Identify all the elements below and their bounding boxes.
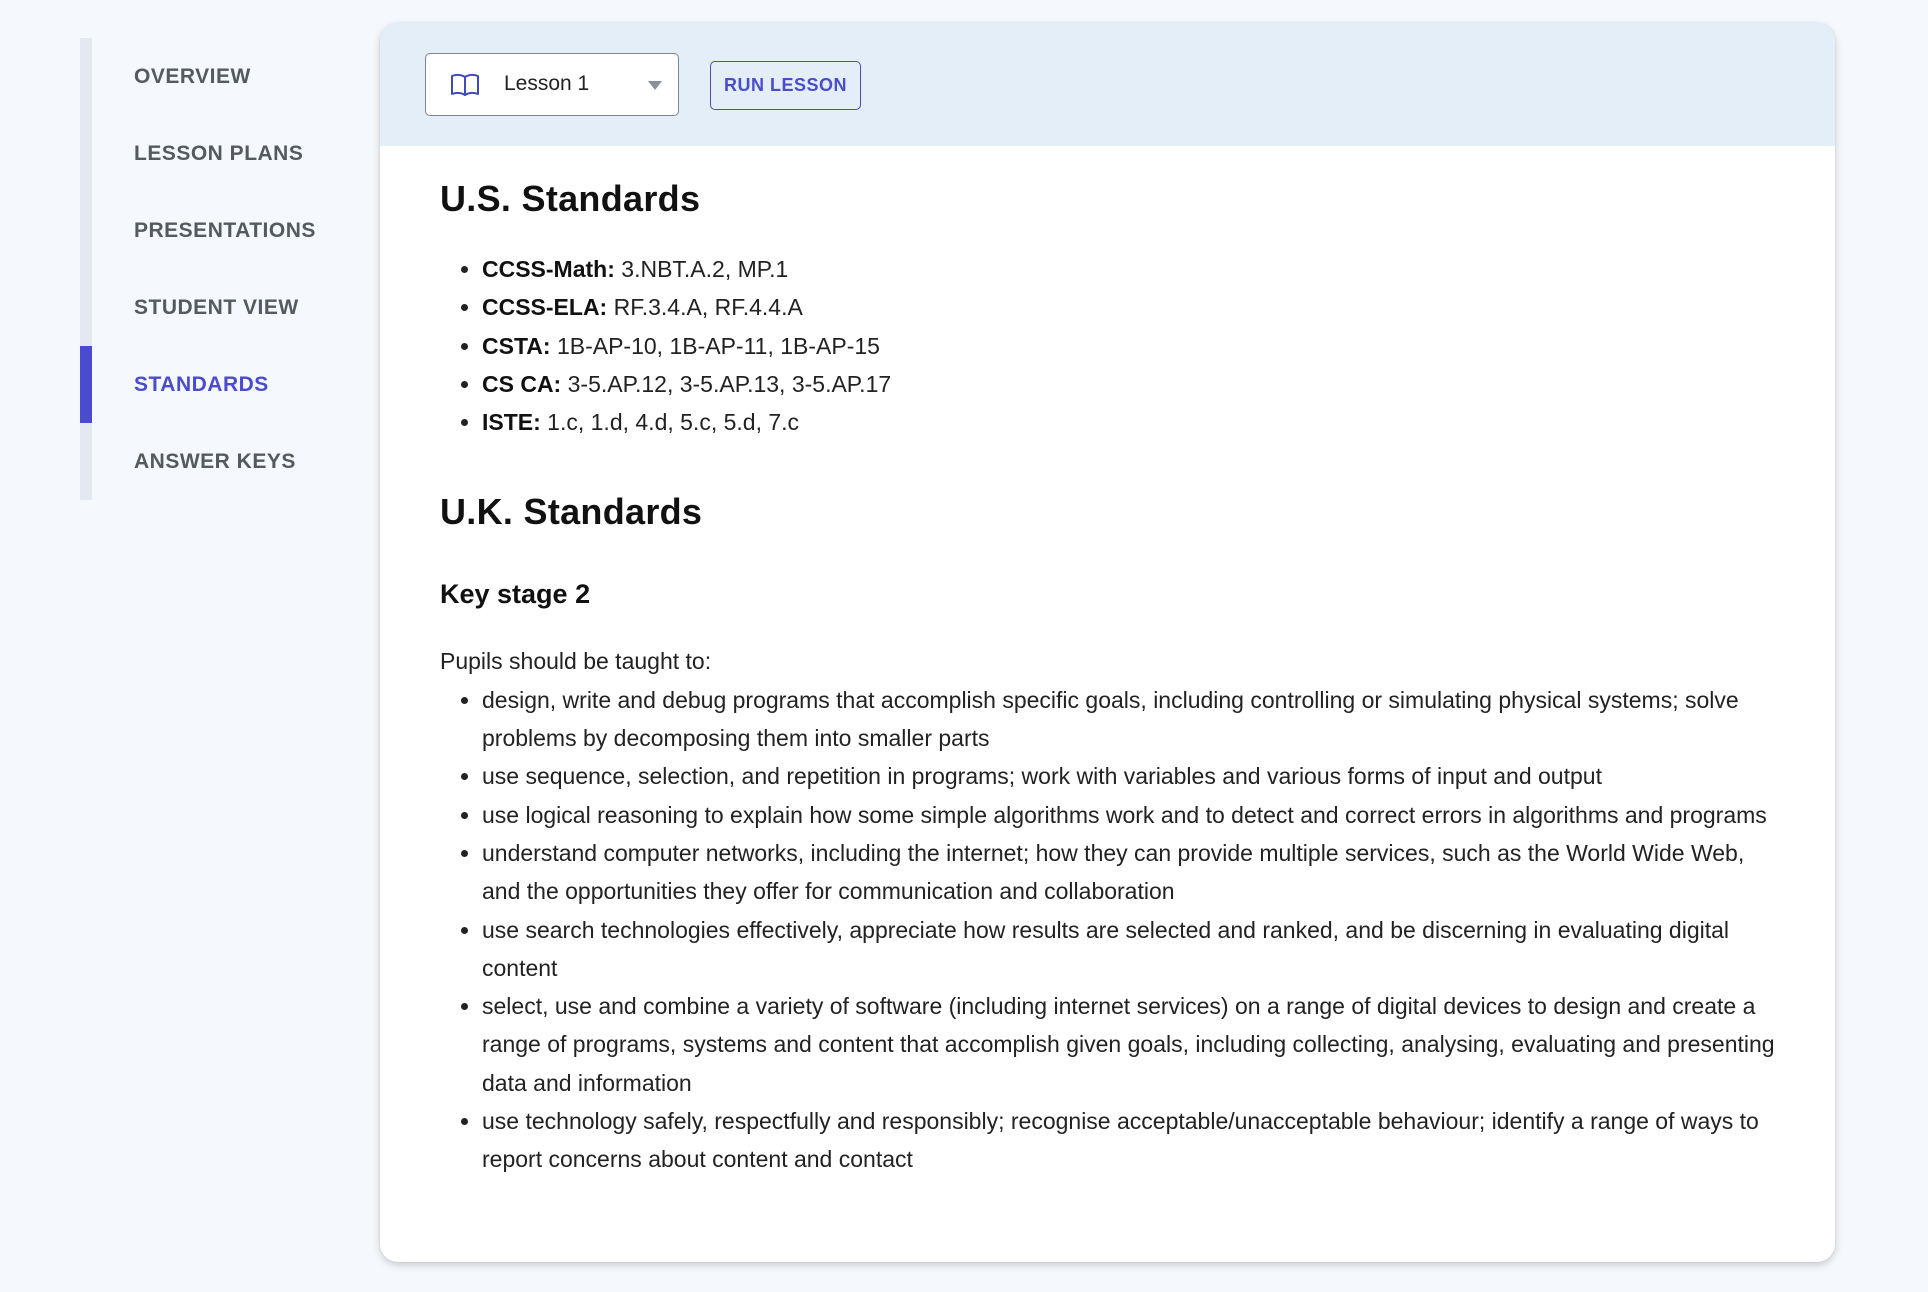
lesson-select-value: Lesson 1 — [504, 72, 590, 95]
sidebar-item-standards[interactable]: STANDARDS — [80, 346, 340, 423]
uk-intro-text: Pupils should be taught to: — [440, 648, 712, 675]
list-item: • understand computer networks, including the internet; how they can provide multiple services, such as the World Wide Web, and the opportunities they offer for communication and collaboration — [482, 834, 1775, 911]
standard-label: ISTE: — [482, 409, 541, 436]
list-item — [482, 403, 1775, 441]
sidebar-item-overview[interactable]: OVERVIEW — [80, 38, 340, 115]
us-standards-list — [440, 250, 1775, 441]
list-item: • select, use and combine a variety of software (including internet services) on a range of digital devices to design and create a range of programs, systems and content that accomplish given goals, including collecting, analysing, evaluating and presenting data and information — [482, 987, 1775, 1102]
sidebar-item-answer-keys[interactable]: ANSWER KEYS — [80, 423, 340, 500]
standard-codes: 1B-AP-10, 1B-AP-11, 1B-AP-15 — [550, 332, 880, 359]
us-standards-heading: U.S. Standards — [440, 178, 701, 219]
book-icon — [450, 73, 480, 97]
list-item: • use logical reasoning to explain how some simple algorithms work and to detect and correct errors in algorithms and programs — [482, 796, 1775, 834]
standards-card — [380, 23, 1835, 1262]
standard-label: CCSS-ELA: — [482, 294, 608, 321]
sidebar-nav — [80, 38, 340, 500]
standard-codes: 3.NBT.A.2, MP.1 — [614, 256, 789, 282]
standard-codes: 3-5.AP.12, 3-5.AP.13, 3-5.AP.17 — [561, 370, 892, 397]
sidebar-item-student-view[interactable]: STUDENT VIEW — [80, 269, 340, 346]
list-item — [482, 288, 1775, 326]
standards-content — [380, 146, 1835, 1179]
lesson-select[interactable] — [425, 53, 679, 116]
sidebar-item-presentations[interactable]: PRESENTATIONS — [80, 192, 340, 269]
sidebar-item-lesson-plans[interactable]: LESSON PLANS — [80, 115, 340, 192]
standard-codes: 1.c, 1.d, 4.d, 5.c, 5.d, 7.c — [540, 409, 800, 436]
list-item — [482, 250, 1775, 288]
list-item: • use technology safely, respectfully and responsibly; recognise acceptable/unacceptable behaviour; identify a range of ways to report concerns about content and contact — [482, 1102, 1775, 1179]
run-lesson-button[interactable]: RUN LESSON — [710, 61, 861, 110]
list-item — [482, 327, 1775, 365]
sidebar-list — [80, 38, 340, 500]
key-stage-heading: Key stage 2 — [440, 579, 591, 610]
standard-label: CS CA: — [482, 370, 562, 397]
standard-codes: RF.3.4.A, RF.4.4.A — [607, 294, 803, 321]
list-item — [482, 365, 1775, 403]
list-item: • use sequence, selection, and repetition in programs; work with variables and various forms of input and output — [482, 757, 1775, 795]
list-item: • design, write and debug programs that accomplish specific goals, including controlling or simulating physical systems; solve problems by decomposing them into smaller parts — [482, 681, 1775, 758]
standard-label: CCSS-Math: — [482, 256, 615, 282]
standard-label: CSTA: — [482, 332, 551, 359]
lesson-toolbar — [380, 23, 1835, 146]
list-item: • use search technologies effectively, appreciate how results are selected and ranked, and be discerning in evaluating digital content — [482, 911, 1775, 988]
chevron-down-icon — [648, 81, 662, 90]
uk-standards-heading: U.K. Standards — [440, 491, 703, 533]
uk-standards-list — [440, 681, 1775, 1179]
